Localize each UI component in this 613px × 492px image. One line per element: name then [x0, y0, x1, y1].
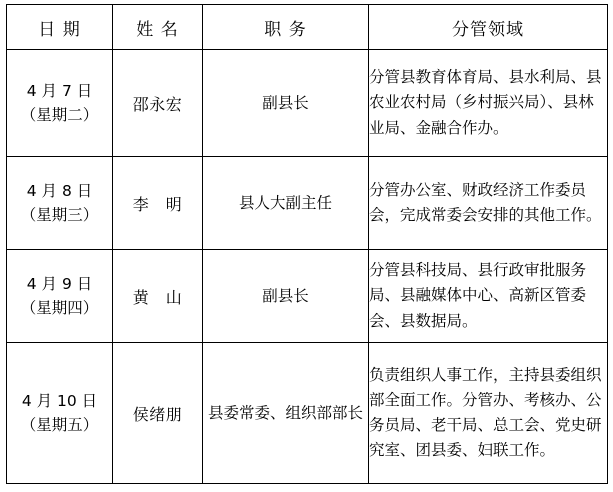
date-line-2: （星期五） — [20, 416, 99, 434]
cell-name: 邵永宏 — [113, 50, 203, 157]
table-row — [7, 157, 608, 250]
cell-title: 副县长 — [203, 50, 369, 157]
column-header-name: 姓 名 — [113, 5, 203, 50]
table-row — [7, 50, 608, 157]
date-line-1: 4 月 8 日 — [26, 181, 93, 200]
date-line-1: 4 月 9 日 — [26, 274, 93, 293]
cell-title: 县人大副主任 — [203, 157, 369, 250]
cell-name: 黄 山 — [113, 250, 203, 343]
date-line-2: （星期三） — [20, 206, 99, 224]
date-line-2: （星期二） — [20, 106, 99, 124]
date-line-1: 4 月 7 日 — [26, 81, 93, 100]
table-row — [7, 250, 608, 343]
cell-area: 分管办公室、财政经济工作委员会，完成常委会安排的其他工作。 — [369, 157, 608, 250]
column-header-title: 职 务 — [203, 5, 369, 50]
column-header-area: 分管领域 — [369, 5, 608, 50]
cell-date — [7, 50, 113, 157]
column-header-date: 日 期 — [7, 5, 113, 50]
table-row — [7, 343, 608, 484]
duty-schedule-table — [6, 4, 608, 484]
cell-date — [7, 250, 113, 343]
table-header-row — [7, 5, 608, 50]
cell-area: 分管县科技局、县行政审批服务局、县融媒体中心、高新区管委会、县数据局。 — [369, 250, 608, 343]
cell-date — [7, 343, 113, 484]
date-line-1: 4 月 10 日 — [21, 391, 98, 410]
cell-title: 副县长 — [203, 250, 369, 343]
date-line-2: （星期四） — [20, 299, 99, 317]
cell-area: 分管县教育体育局、县水利局、县农业农村局（乡村振兴局）、县林业局、金融合作办。 — [369, 50, 608, 157]
cell-title: 县委常委、组织部部长 — [203, 343, 369, 484]
cell-area: 负责组织人事工作，主持县委组织部全面工作。分管办、考核办、公务员局、老干局、总工会、党史研究室、团县委、妇联工作。 — [369, 343, 608, 484]
cell-date — [7, 157, 113, 250]
cell-name: 李 明 — [113, 157, 203, 250]
cell-name: 侯绪朋 — [113, 343, 203, 484]
